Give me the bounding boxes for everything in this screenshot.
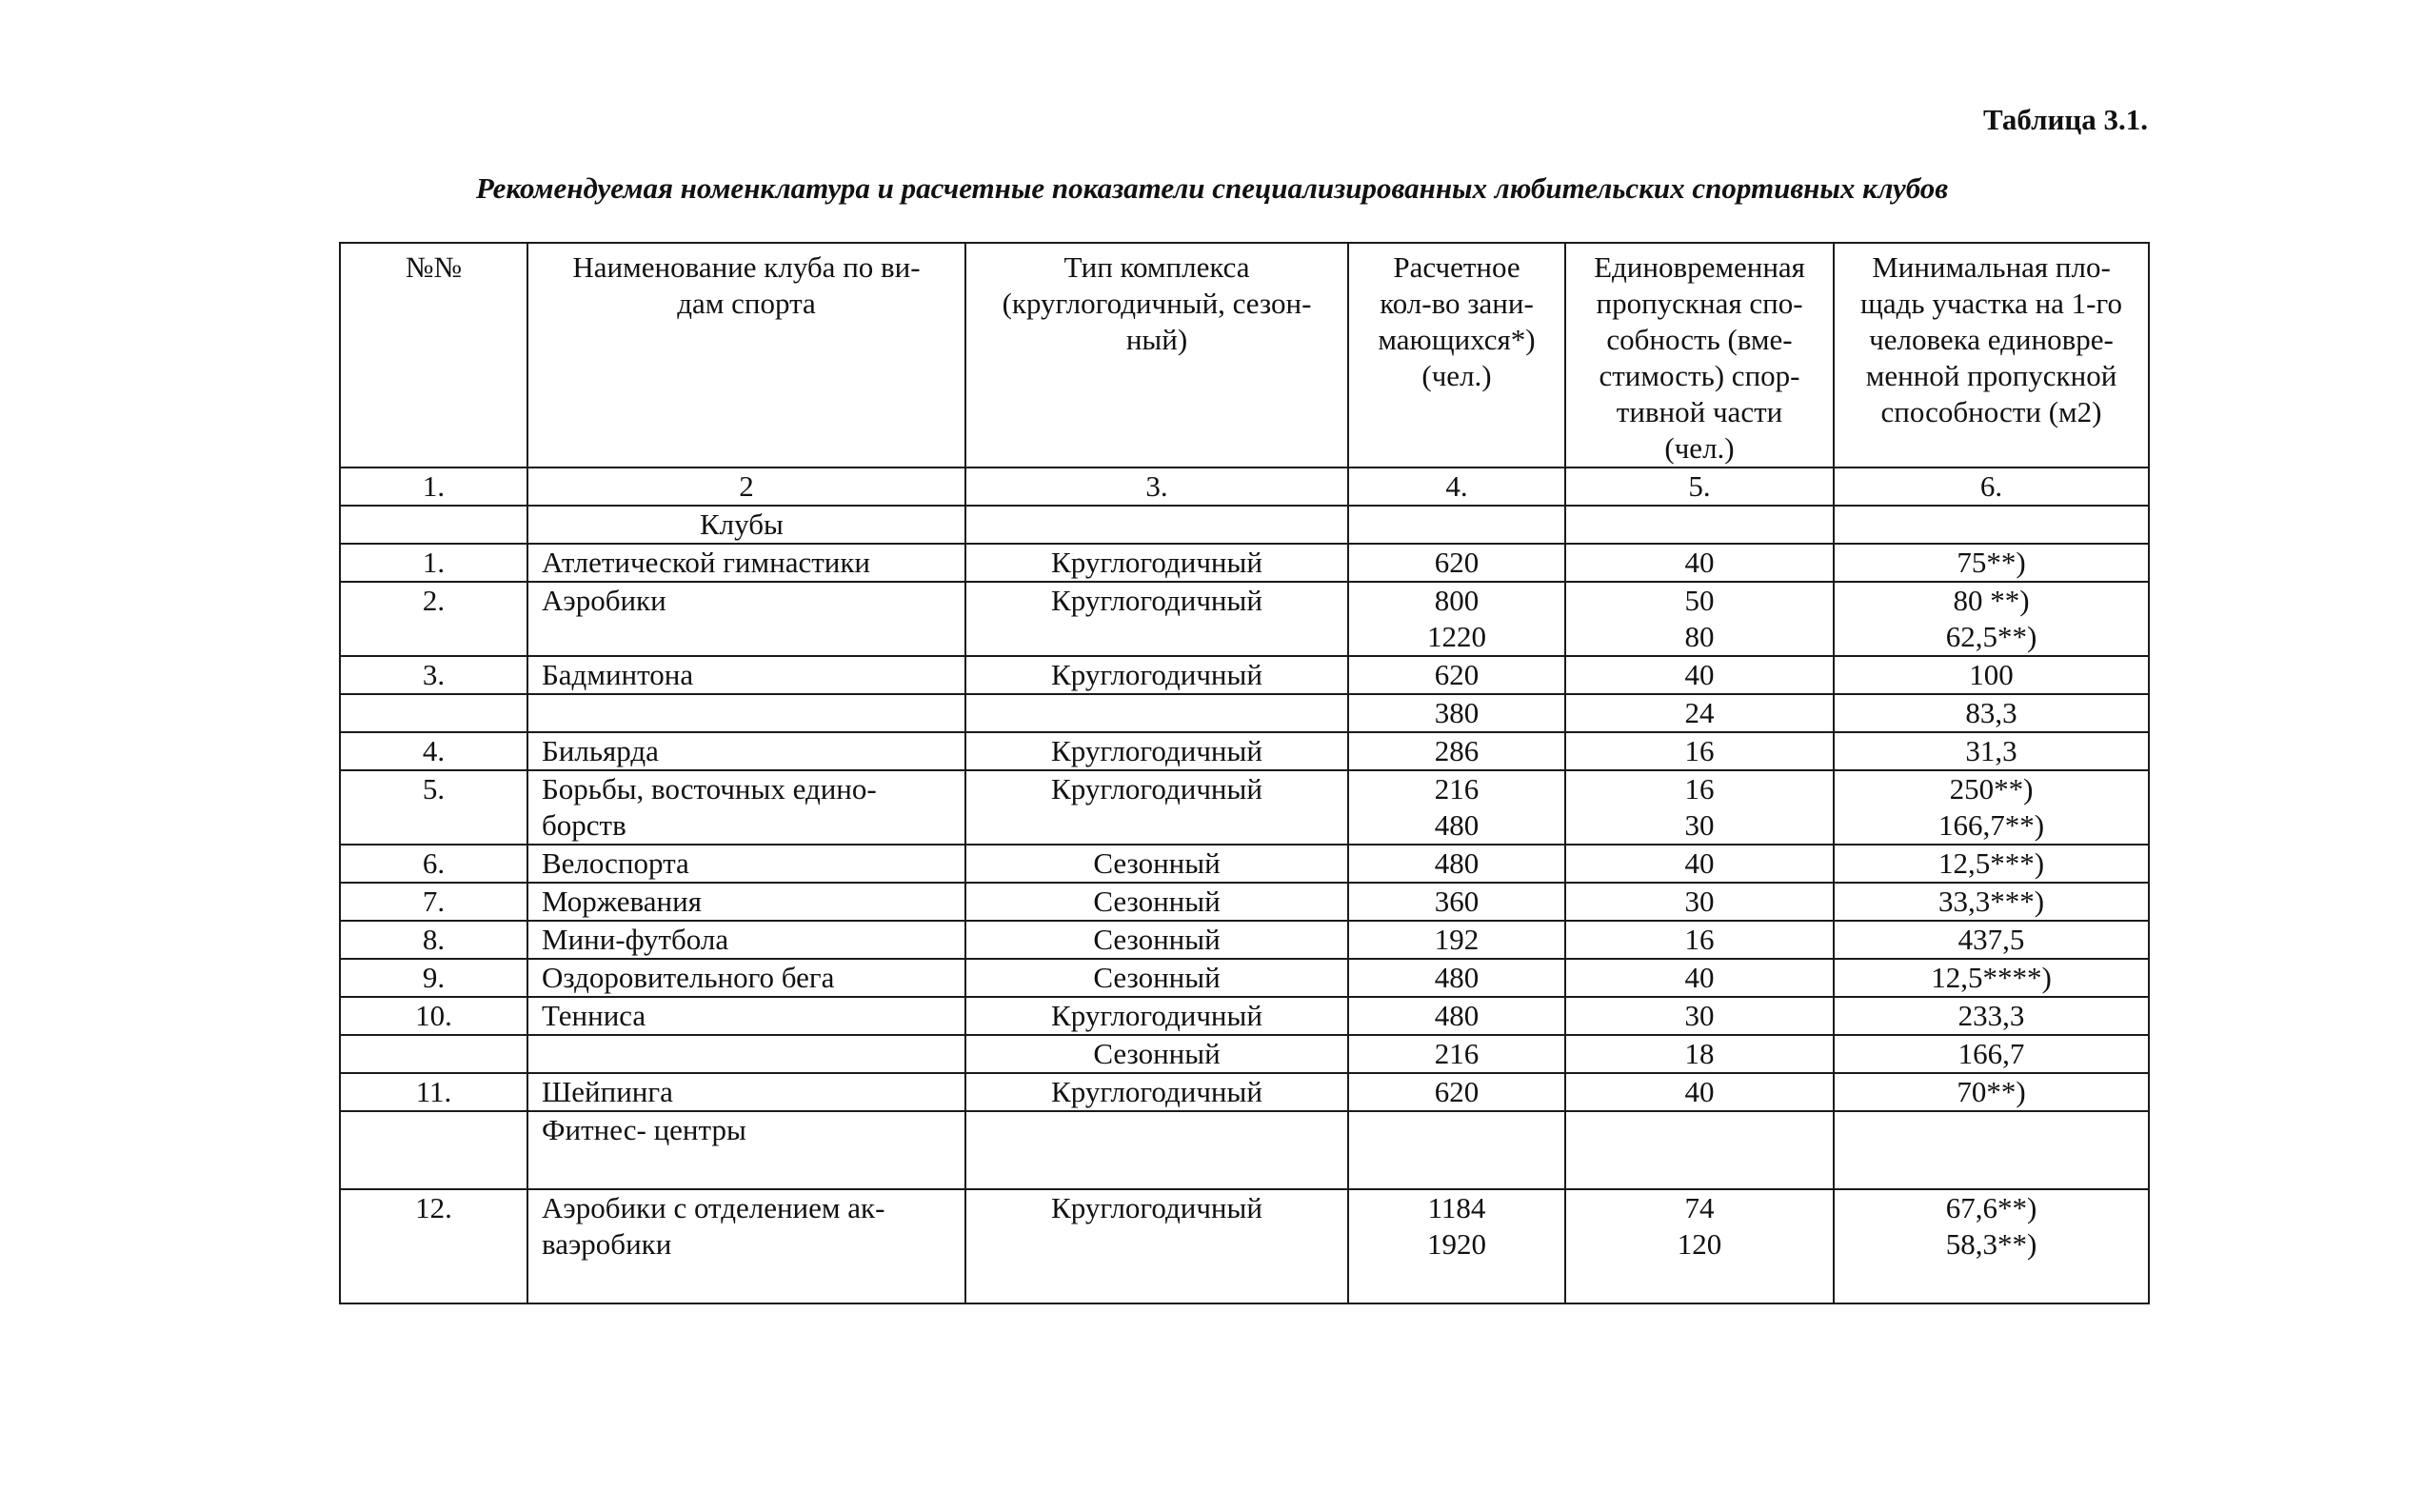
cell-line: 58,3**) <box>1945 1227 2037 1261</box>
row-number-cell: 6. <box>340 845 527 883</box>
cell-line: Круглогодичный <box>1051 734 1262 767</box>
table-row <box>340 1035 2149 1073</box>
participants-count-cell <box>1348 997 1565 1035</box>
complex-type-cell <box>965 544 1348 582</box>
section-row-fitness <box>340 1111 2149 1189</box>
header-count: Расчетное кол-во зани- мающихся*) (чел.) <box>1348 243 1565 468</box>
min-area-cell <box>1834 544 2149 582</box>
participants-count-cell <box>1348 1189 1565 1303</box>
cell-line: Сезонный <box>1093 885 1221 918</box>
column-number: 6. <box>1834 468 2149 506</box>
club-name-cell <box>527 845 965 883</box>
cell-line: 192 <box>1434 923 1480 956</box>
min-area-cell <box>1834 959 2149 997</box>
capacity-cell <box>1565 656 1834 694</box>
cell-line: Круглогодичный <box>1051 658 1262 691</box>
cell-line: 24 <box>1684 696 1715 729</box>
cell-line: 380 <box>1434 696 1480 729</box>
club-name-cell <box>527 921 965 959</box>
min-area-cell <box>1834 1035 2149 1073</box>
row-number-cell: 3. <box>340 656 527 694</box>
cell-line: 80 <box>1684 620 1715 653</box>
row-number-cell <box>340 1035 527 1073</box>
complex-type-cell <box>965 959 1348 997</box>
table-header <box>340 243 2149 468</box>
row-number-cell: 2. <box>340 582 527 656</box>
cell-line: 30 <box>1684 885 1715 918</box>
cell-line: 1184 <box>1427 1191 1486 1224</box>
cell-line: 33,3***) <box>1937 885 2045 918</box>
header-name: Наименование клуба по ви- дам спорта <box>527 243 965 468</box>
column-number: 2 <box>527 468 965 506</box>
empty-cell <box>1565 1111 1834 1189</box>
empty-cell <box>1834 506 2149 544</box>
table-row <box>340 732 2149 770</box>
table-number: Таблица 3.1. <box>1983 103 2148 136</box>
club-name-cell <box>527 656 965 694</box>
cell-line: 67,6**) <box>1945 1191 2037 1224</box>
min-area-cell <box>1834 1189 2149 1303</box>
cell-line: 80 **) <box>1953 584 2030 617</box>
cell-line: 50 <box>1684 584 1715 617</box>
complex-type-cell <box>965 770 1348 845</box>
capacity-cell <box>1565 997 1834 1035</box>
capacity-cell <box>1565 582 1834 656</box>
row-number-cell <box>340 694 527 732</box>
table-row <box>340 959 2149 997</box>
cell-line: 800 <box>1434 584 1480 617</box>
header-area: Минимальная пло- щадь участка на 1-го человека единовре- менной пропускной способности (м2) <box>1834 243 2149 468</box>
empty-cell <box>340 1111 527 1189</box>
cell-line: Сезонный <box>1093 961 1221 994</box>
section-label-fitness: Фитнес- центры <box>527 1111 965 1189</box>
cell-line: Сезонный <box>1093 923 1221 956</box>
capacity-cell <box>1565 959 1834 997</box>
cell-line: Бильярда <box>542 734 659 767</box>
cell-line: 62,5**) <box>1945 620 2037 653</box>
cell-line: Круглогодичный <box>1051 1191 1262 1224</box>
row-number-cell: 7. <box>340 883 527 921</box>
cell-line: 480 <box>1434 961 1480 994</box>
cell-line: 216 <box>1434 1037 1480 1070</box>
club-name-cell <box>527 694 965 732</box>
club-name-cell <box>527 770 965 845</box>
table-body <box>340 468 2149 1303</box>
cell-line: 30 <box>1684 808 1715 842</box>
capacity-cell <box>1565 694 1834 732</box>
cell-line: Атлетической гимнастики <box>542 546 871 579</box>
min-area-cell <box>1834 997 2149 1035</box>
cell-line: 100 <box>1969 658 2014 691</box>
cell-line: Моржевания <box>542 885 702 918</box>
table-row <box>340 656 2149 694</box>
table-row <box>340 921 2149 959</box>
row-number-cell: 12. <box>340 1189 527 1303</box>
complex-type-cell <box>965 694 1348 732</box>
cell-line: 437,5 <box>1957 923 2025 956</box>
cell-line: ваэробики <box>542 1227 672 1261</box>
column-number: 1. <box>340 468 527 506</box>
empty-cell <box>965 506 1348 544</box>
cell-line: 16 <box>1684 923 1715 956</box>
cell-line: 480 <box>1434 846 1480 880</box>
table-row <box>340 845 2149 883</box>
participants-count-cell <box>1348 544 1565 582</box>
cell-line: 31,3 <box>1965 734 2017 767</box>
column-number-row <box>340 468 2149 506</box>
participants-count-cell <box>1348 883 1565 921</box>
cell-line: Аэробики с отделением ак- <box>542 1191 885 1224</box>
capacity-cell <box>1565 1073 1834 1111</box>
cell-line: 70**) <box>1957 1075 2026 1108</box>
min-area-cell <box>1834 921 2149 959</box>
section-row-clubs <box>340 506 2149 544</box>
cell-line: 74 <box>1684 1191 1715 1224</box>
row-number-cell: 9. <box>340 959 527 997</box>
participants-count-cell <box>1348 582 1565 656</box>
min-area-cell <box>1834 732 2149 770</box>
participants-count-cell <box>1348 694 1565 732</box>
complex-type-cell <box>965 1189 1348 1303</box>
table-row <box>340 883 2149 921</box>
row-number-cell: 5. <box>340 770 527 845</box>
cell-line: 286 <box>1434 734 1480 767</box>
club-name-cell <box>527 1035 965 1073</box>
club-name-cell <box>527 883 965 921</box>
cell-line: 40 <box>1684 961 1715 994</box>
section-label-clubs: Клубы <box>527 506 965 544</box>
table-row <box>340 582 2149 656</box>
capacity-cell <box>1565 1035 1834 1073</box>
club-name-cell <box>527 997 965 1035</box>
table-row <box>340 1073 2149 1111</box>
cell-line: Борьбы, восточных едино- <box>542 772 877 806</box>
complex-type-cell <box>965 582 1348 656</box>
cell-line: 12,5****) <box>1931 961 2052 994</box>
cell-line: Круглогодичный <box>1051 999 1262 1032</box>
column-number: 4. <box>1348 468 1565 506</box>
row-number-cell: 8. <box>340 921 527 959</box>
cell-line: 40 <box>1684 658 1715 691</box>
empty-cell <box>965 1111 1348 1189</box>
table-row <box>340 997 2149 1035</box>
capacity-cell <box>1565 845 1834 883</box>
cell-line: 16 <box>1684 734 1715 767</box>
cell-line: Тенниса <box>542 999 646 1032</box>
cell-line: 620 <box>1434 1075 1480 1108</box>
complex-type-cell <box>965 732 1348 770</box>
empty-cell <box>1348 1111 1565 1189</box>
min-area-cell <box>1834 770 2149 845</box>
participants-count-cell <box>1348 1073 1565 1111</box>
cell-line: 40 <box>1684 546 1715 579</box>
complex-type-cell <box>965 1073 1348 1111</box>
capacity-cell <box>1565 544 1834 582</box>
column-number: 5. <box>1565 468 1834 506</box>
header-number: №№ <box>340 243 527 468</box>
participants-count-cell <box>1348 845 1565 883</box>
row-number-cell: 1. <box>340 544 527 582</box>
cell-line: 620 <box>1434 658 1480 691</box>
cell-line: 1220 <box>1427 620 1486 653</box>
capacity-cell <box>1565 921 1834 959</box>
participants-count-cell <box>1348 732 1565 770</box>
cell-line: 360 <box>1434 885 1480 918</box>
cell-line: борств <box>542 808 626 842</box>
complex-type-cell <box>965 845 1348 883</box>
row-number-cell: 11. <box>340 1073 527 1111</box>
cell-line: 620 <box>1434 546 1480 579</box>
cell-line: 480 <box>1434 808 1480 842</box>
capacity-cell <box>1565 883 1834 921</box>
row-number-cell: 4. <box>340 732 527 770</box>
cell-line: 30 <box>1684 999 1715 1032</box>
data-table <box>339 242 2150 1304</box>
club-name-cell <box>527 582 965 656</box>
cell-line: 18 <box>1684 1037 1715 1070</box>
column-number: 3. <box>965 468 1348 506</box>
complex-type-cell <box>965 921 1348 959</box>
participants-count-cell <box>1348 959 1565 997</box>
participants-count-cell <box>1348 656 1565 694</box>
cell-line: 480 <box>1434 999 1480 1032</box>
cell-line: 12,5***) <box>1937 846 2045 880</box>
complex-type-cell <box>965 997 1348 1035</box>
cell-line: Сезонный <box>1093 846 1221 880</box>
header-capacity: Единовременная пропускная спо- собность (вме- стимость) спор- тивной части (чел.) <box>1565 243 1834 468</box>
cell-line: Аэробики <box>542 584 666 617</box>
club-name-cell <box>527 959 965 997</box>
participants-count-cell <box>1348 1035 1565 1073</box>
club-name-cell <box>527 1189 965 1303</box>
cell-line: 75**) <box>1957 546 2026 579</box>
min-area-cell <box>1834 656 2149 694</box>
cell-line: 40 <box>1684 1075 1715 1108</box>
cell-line: 166,7**) <box>1937 808 2045 842</box>
table-title: Рекомендуемая номенклатура и расчетные показатели специализированных любительских спортивных клубов <box>475 171 1949 205</box>
club-name-cell <box>527 1073 965 1111</box>
min-area-cell <box>1834 883 2149 921</box>
complex-type-cell <box>965 656 1348 694</box>
row-number-cell: 10. <box>340 997 527 1035</box>
participants-count-cell <box>1348 770 1565 845</box>
capacity-cell <box>1565 732 1834 770</box>
cell-line: 1920 <box>1427 1227 1486 1261</box>
cell-line: 83,3 <box>1965 696 2017 729</box>
cell-line: 40 <box>1684 846 1715 880</box>
header-type: Тип комплекса (круглогодичный, сезон- ный) <box>965 243 1348 468</box>
cell-line: 16 <box>1684 772 1715 806</box>
empty-cell <box>1348 506 1565 544</box>
cell-line: 250**) <box>1949 772 2034 806</box>
empty-cell <box>1565 506 1834 544</box>
cell-line: Круглогодичный <box>1051 584 1262 617</box>
min-area-cell <box>1834 582 2149 656</box>
cell-line: Круглогодичный <box>1051 546 1262 579</box>
empty-cell <box>340 506 527 544</box>
cell-line: 166,7 <box>1957 1037 2025 1070</box>
club-name-cell <box>527 544 965 582</box>
min-area-cell <box>1834 694 2149 732</box>
cell-line: 120 <box>1677 1227 1722 1261</box>
cell-line: 233,3 <box>1957 999 2025 1032</box>
header-row <box>340 243 2149 468</box>
table-row <box>340 544 2149 582</box>
min-area-cell <box>1834 1073 2149 1111</box>
cell-line: 216 <box>1434 772 1480 806</box>
cell-line: Бадминтона <box>542 658 694 691</box>
capacity-cell <box>1565 1189 1834 1303</box>
cell-line: Шейпинга <box>542 1075 673 1108</box>
participants-count-cell <box>1348 921 1565 959</box>
min-area-cell <box>1834 845 2149 883</box>
cell-line: Мини-футбола <box>542 923 729 956</box>
capacity-cell <box>1565 770 1834 845</box>
club-name-cell <box>527 732 965 770</box>
cell-line: Велоспорта <box>542 846 689 880</box>
table-row <box>340 694 2149 732</box>
cell-line: Круглогодичный <box>1051 1075 1262 1108</box>
cell-line: Сезонный <box>1093 1037 1221 1070</box>
empty-cell <box>1834 1111 2149 1189</box>
cell-line: Оздоровительного бега <box>542 961 835 994</box>
table-row <box>340 770 2149 845</box>
complex-type-cell <box>965 883 1348 921</box>
table-row <box>340 1189 2149 1303</box>
complex-type-cell <box>965 1035 1348 1073</box>
cell-line: Круглогодичный <box>1051 772 1262 806</box>
